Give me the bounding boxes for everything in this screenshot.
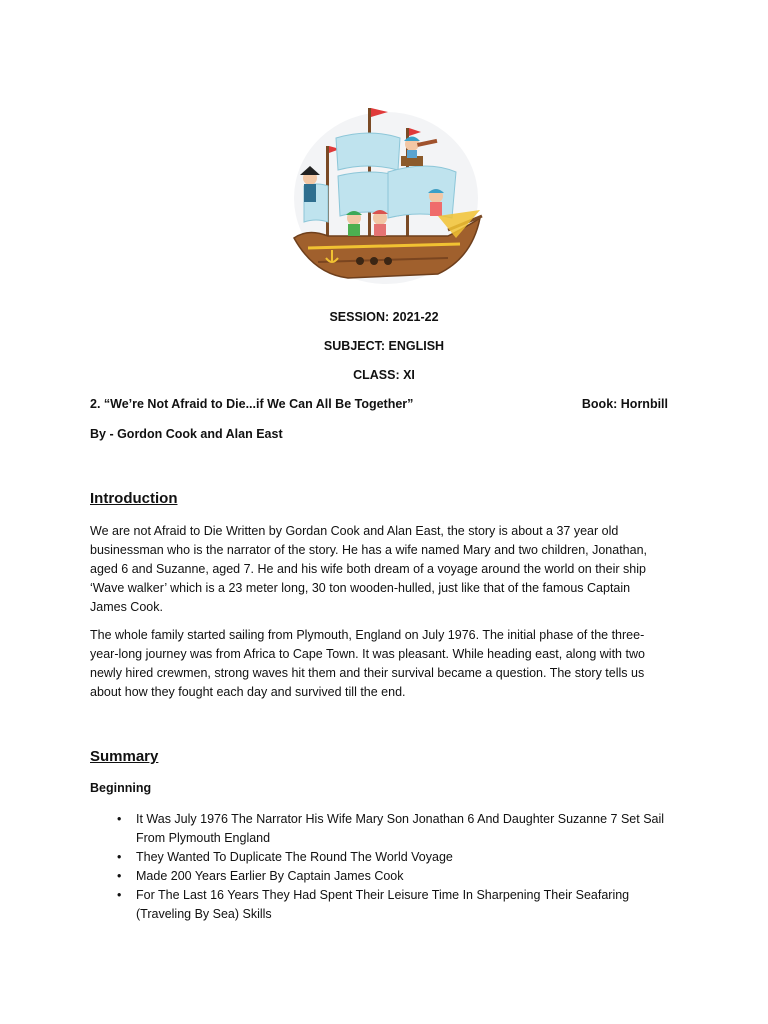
list-item (90, 867, 680, 886)
introduction-paragraph-1: We are not Afraid to Die Written by Gordan Cook and Alan East, the story is about a 37 year old businessman who is the narrator of the story. He has a wife named Mary and two children, Jonathan, aged 6 and Suzanne, aged 7. He and his wife both dream of a voyage around the world on their ship ‘Wave walker’ which is a 23 meter long, 30 ton wooden-hulled, just like that of the famous Captain James Cook. (90, 524, 648, 614)
beginning-subheading: Beginning (90, 781, 152, 795)
list-item (90, 810, 680, 848)
bullet-icon: • (117, 812, 122, 826)
bullet-icon: • (117, 869, 122, 883)
introduction-paragraph-2: The whole family started sailing from Plymouth, England on July 1976. The initial phase of the three-year-long journey was from Africa to Cape Town. It was pleasant. While heading east, along with two newly hired crewmen, strong waves hit them and their survival became a question. The story tells us about how they fought each day and survived till the end. (90, 628, 645, 699)
bullet-icon: • (117, 888, 122, 902)
summary-bullet-list (90, 810, 680, 924)
bullet-icon: • (117, 850, 122, 864)
list-item (90, 848, 680, 867)
class-label: CLASS: XI (353, 368, 415, 382)
bullet-text: For The Last 16 Years They Had Spent Their Leisure Time In Sharpening Their Seafaring (Traveling By Sea) Skills (136, 888, 630, 921)
authors-line: By - Gordon Cook and Alan East (90, 427, 283, 441)
bullet-text: It Was July 1976 The Narrator His Wife Mary Son Jonathan 6 And Daughter Suzanne 7 Set Sail From Plymouth England (136, 812, 665, 845)
summary-heading: Summary (90, 748, 159, 765)
introduction-heading: Introduction (90, 490, 178, 507)
chapter-row (90, 397, 670, 411)
chapter-title: 2. “We’re Not Afraid to Die...if We Can All Be Together” (90, 397, 414, 411)
bullet-text: They Wanted To Duplicate The Round The World Voyage (136, 850, 453, 864)
list-item (90, 886, 680, 924)
subject-label: SUBJECT: ENGLISH (323, 339, 445, 353)
session-label: SESSION: 2021-22 (329, 310, 439, 324)
book-label: Book: Hornbill (581, 397, 668, 411)
bullet-text: Made 200 Years Earlier By Captain James Cook (136, 869, 404, 883)
pirate-ship-illustration (288, 98, 484, 288)
